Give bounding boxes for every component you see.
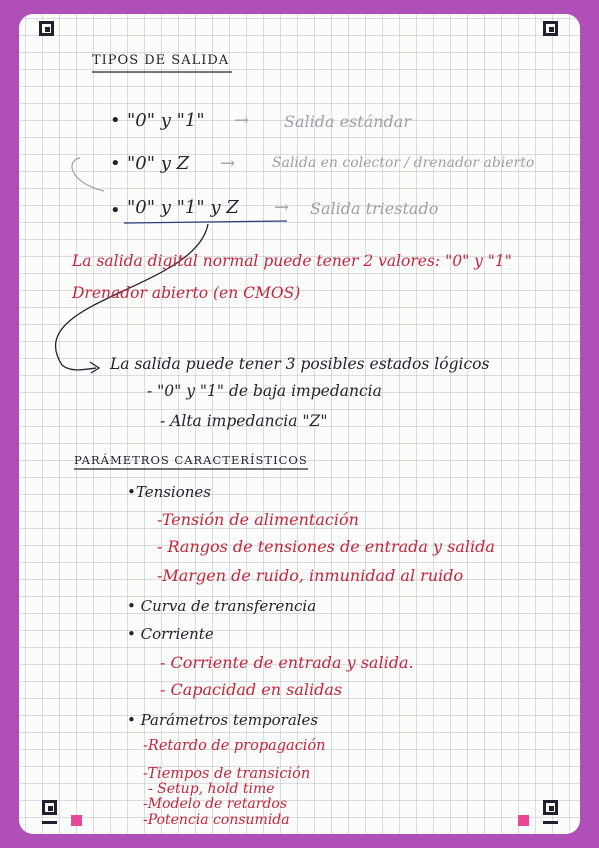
temporales-item: -Tiempos de transición bbox=[143, 766, 311, 782]
tristate-item: - "0" y "1" de baja impedancia bbox=[147, 382, 382, 400]
corner-marker-bottom-left bbox=[42, 800, 57, 815]
corriente-heading: • Corriente bbox=[127, 625, 214, 643]
tensiones-item: -Tensión de alimentación bbox=[157, 510, 359, 529]
corriente-item: - Corriente de entrada y salida. bbox=[160, 653, 414, 672]
normal-output-note: La salida digital normal puede tener 2 valores: "0" y "1" bbox=[72, 252, 512, 270]
output-desc: Salida triestado bbox=[310, 199, 439, 218]
temporales-item: -Modelo de retardos bbox=[143, 796, 288, 812]
output-arrow: → bbox=[220, 153, 236, 174]
section2-title: PARÁMETROS CARACTERÍSTICOS bbox=[74, 453, 308, 467]
open-drain-note: Drenador abierto (en CMOS) bbox=[72, 284, 301, 302]
output-bullet: • bbox=[110, 200, 121, 221]
output-code: "0" y "1" bbox=[127, 110, 205, 131]
corner-marker-top-right bbox=[543, 21, 558, 36]
output-desc: Salida estándar bbox=[284, 112, 411, 131]
output-bullet: • bbox=[110, 110, 121, 131]
temporales-item: - Setup, hold time bbox=[148, 781, 275, 797]
corner-marker-top-left bbox=[39, 21, 54, 36]
temporales-item: -Retardo de propagación bbox=[143, 738, 326, 754]
corner-dash-bottom-right bbox=[543, 821, 558, 824]
pink-marker-right bbox=[518, 815, 529, 826]
page-title: TIPOS DE SALIDA bbox=[92, 53, 230, 68]
tristate-note: La salida puede tener 3 posibles estados lógicos bbox=[110, 355, 490, 373]
output-arrow: → bbox=[274, 197, 290, 218]
output-desc: Salida en colector / drenador abierto bbox=[272, 155, 535, 171]
curva-heading: • Curva de transferencia bbox=[127, 597, 317, 615]
output-code: "0" y Z bbox=[127, 153, 190, 174]
tensiones-heading: •Tensiones bbox=[127, 483, 211, 501]
corner-marker-bottom-right bbox=[543, 800, 558, 815]
tensiones-item: - Rangos de tensiones de entrada y salida bbox=[157, 537, 495, 556]
tensiones-item: -Margen de ruido, inmunidad al ruido bbox=[157, 566, 464, 585]
temporales-item: -Potencia consumida bbox=[143, 812, 290, 828]
output-bullet: • bbox=[110, 153, 121, 174]
corner-dash-bottom-left bbox=[42, 821, 57, 824]
corriente-item: - Capacidad en salidas bbox=[160, 680, 343, 699]
output-arrow: → bbox=[234, 110, 250, 131]
pink-marker-left bbox=[71, 815, 82, 826]
output-code: "0" y "1" y Z bbox=[127, 197, 239, 218]
tristate-item: - Alta impedancia "Z" bbox=[160, 412, 328, 430]
temporales-heading: • Parámetros temporales bbox=[127, 711, 319, 729]
